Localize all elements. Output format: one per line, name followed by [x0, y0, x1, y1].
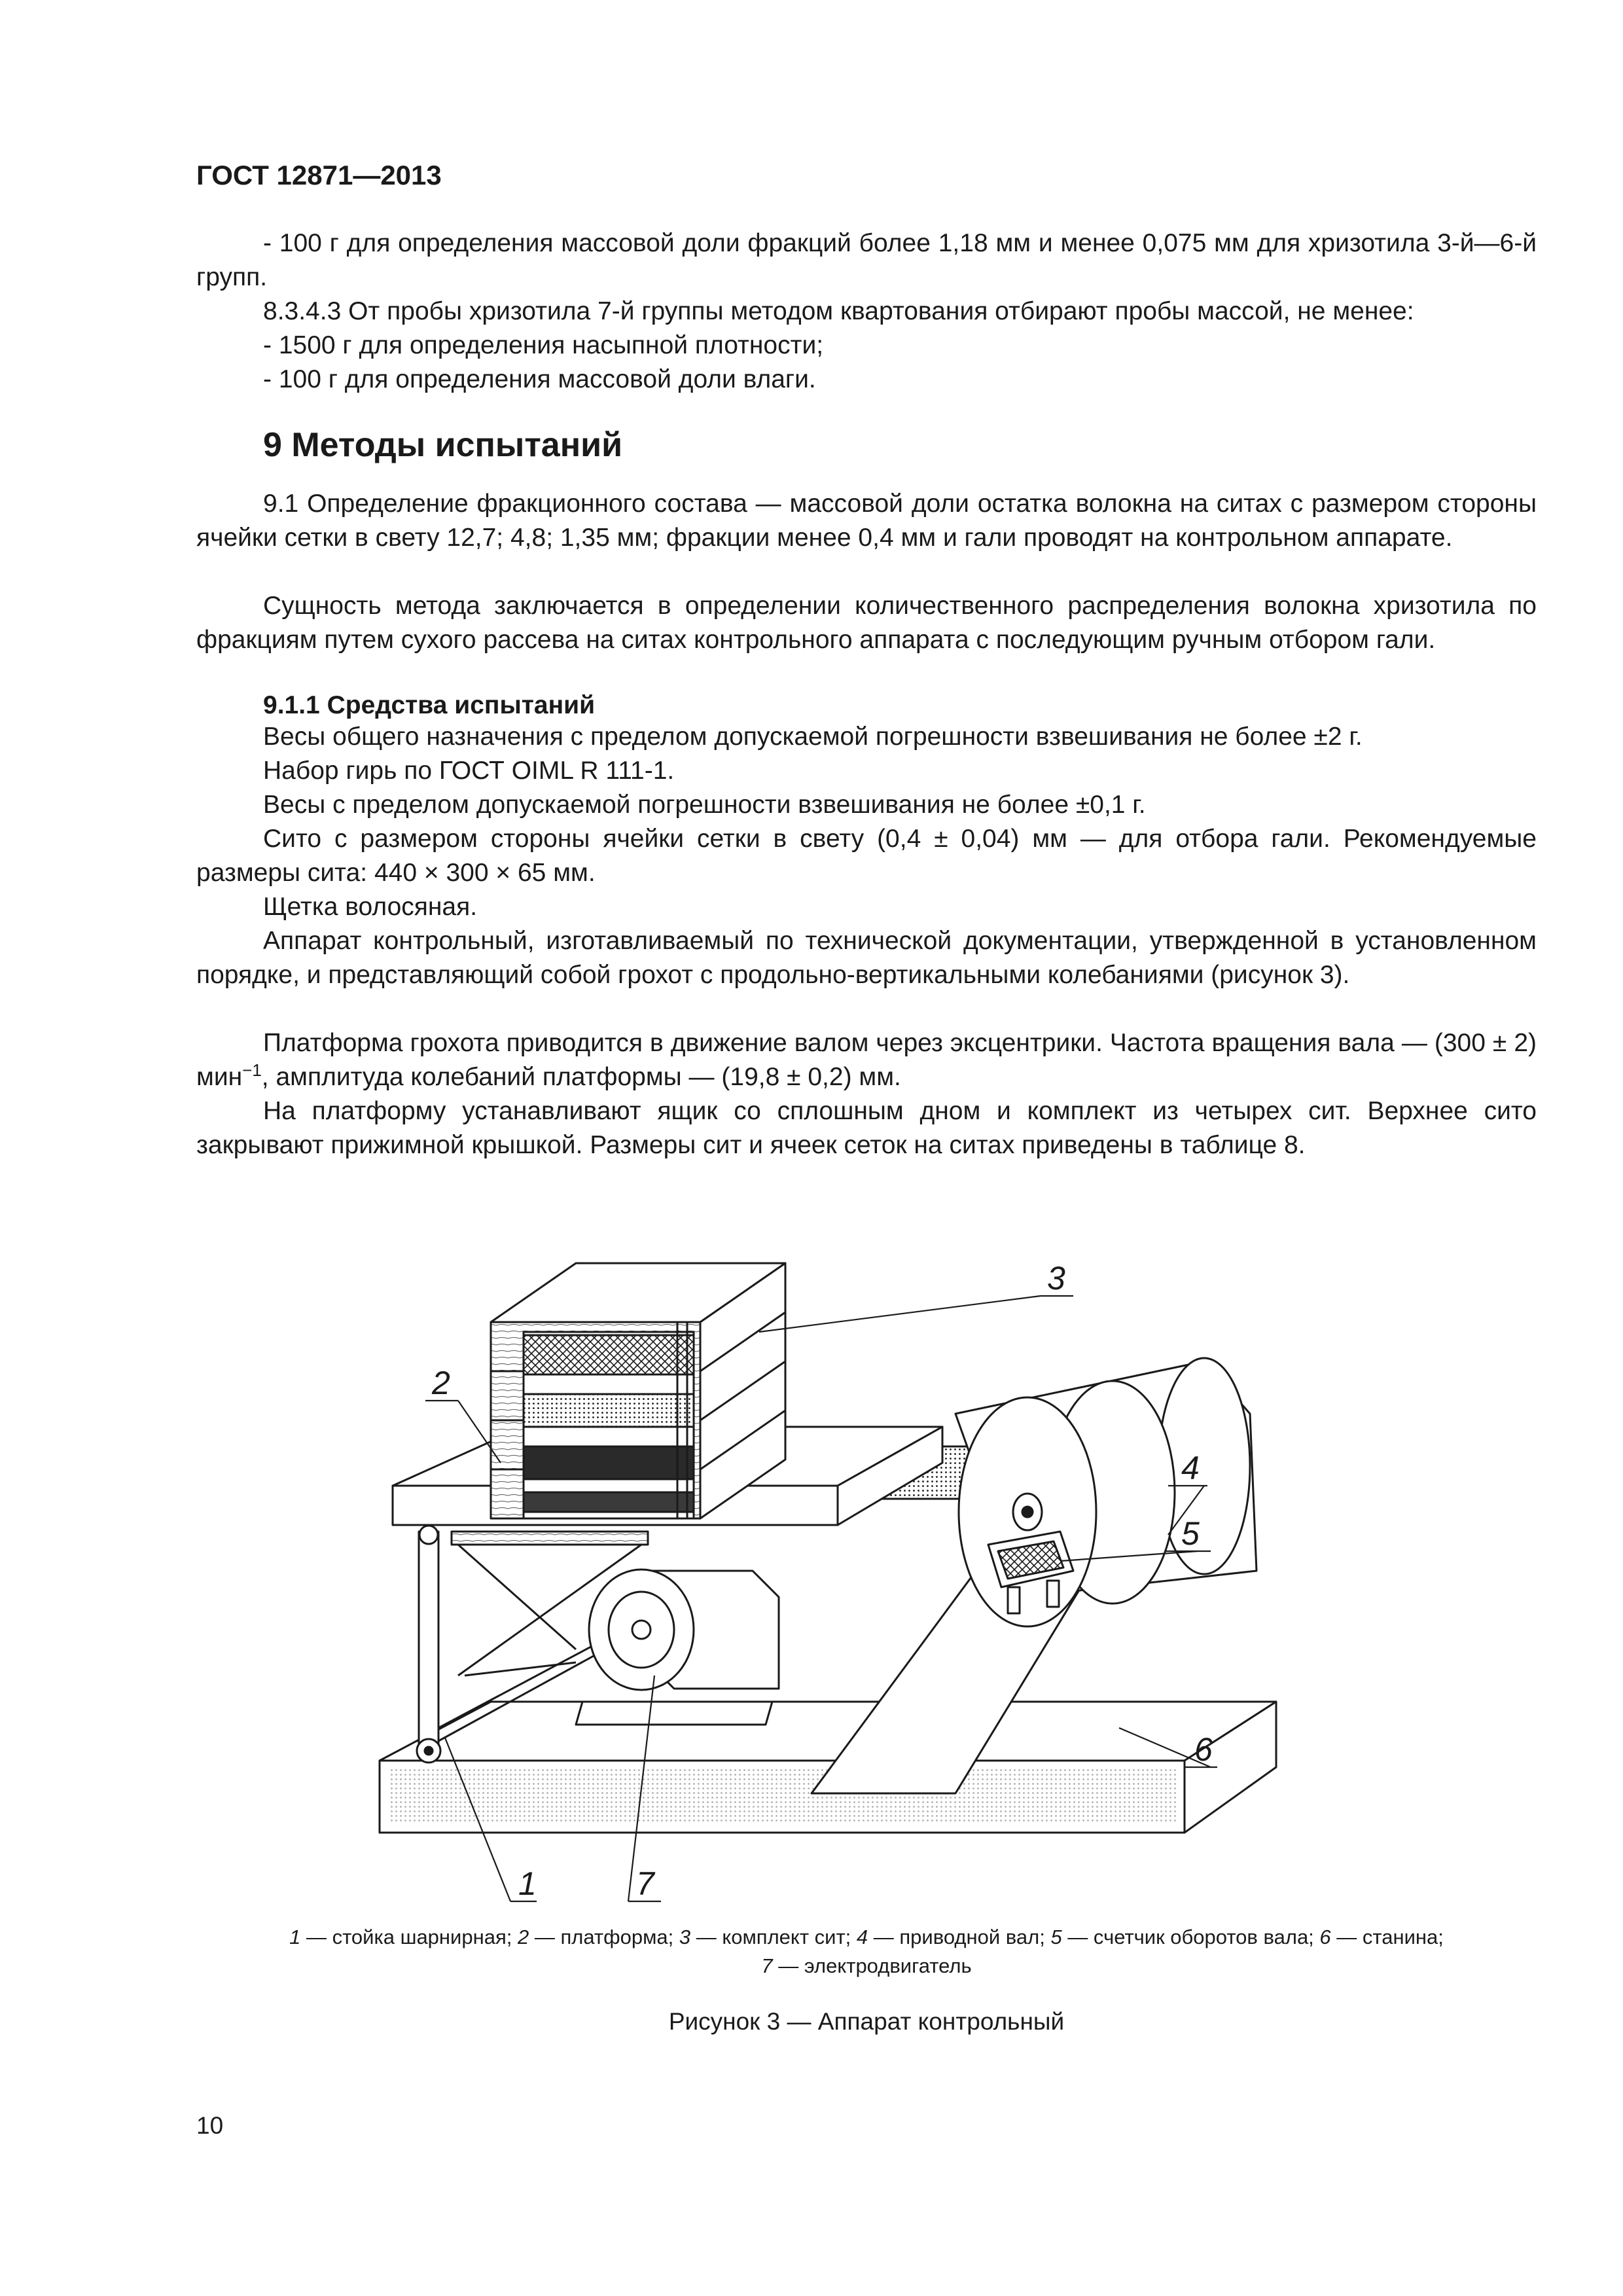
page-number: 10 [196, 2112, 224, 2139]
paragraph-moisture: - 100 г для определения массовой доли влаги. [263, 365, 816, 393]
platform-text-end: , амплитуда колебаний платформы — (19,8 ± 0,2) мм. [261, 1063, 901, 1091]
paragraph-mass-fraction: - 100 г для определения массовой доли фракций более 1,18 мм и менее 0,075 мм для хризотила 3-й—6-й групп. [196, 229, 1537, 291]
paragraph-brush: Щетка волосяная. [263, 893, 478, 921]
legend-num-3: 3 [679, 1926, 691, 1948]
document-header: ГОСТ 12871—2013 [196, 160, 442, 190]
paragraph-method-essence: Сущность метода заключается в определении количественного распределения волокна хризотила по фракциям путем сухого рассева на ситах контрольного аппарата с последующим ручным отбором гали. [196, 592, 1537, 654]
paragraph-apparatus: Аппарат контрольный, изготавливаемый по технической документации, утвержденной в установленном порядке, и представляющий собой грохот с продольно-вертикальными колебаниями (рисунок 3). [196, 927, 1537, 989]
section-heading: 9 Методы испытаний [263, 426, 623, 464]
figure-title: Рисунок 3 — Аппарат контрольный [668, 2008, 1065, 2035]
legend-num-7: 7 [761, 1954, 773, 1977]
callout-7: 7 [636, 1865, 654, 1902]
legend-text-3: — комплект сит; [690, 1926, 857, 1948]
base-frame [380, 1702, 1276, 1833]
paragraph-weights: Набор гирь по ГОСТ OIML R 111-1. [263, 757, 675, 785]
electric-motor [576, 1570, 779, 1725]
legend-num-5: 5 [1050, 1926, 1062, 1948]
legend-text-4: — приводной вал; [868, 1926, 1051, 1948]
legend-num-4: 4 [856, 1926, 868, 1948]
legend-text-2: — платформа; [529, 1926, 679, 1948]
unit-superscript: −1 [242, 1060, 262, 1080]
callout-1: 1 [518, 1865, 537, 1902]
paragraph-8-3-4-3: 8.3.4.3 От пробы хризотила 7-й группы методом квартования отбирают пробы массой, не менее: [263, 297, 1414, 325]
paragraph-scales-precise: Весы с пределом допускаемой погрешности взвешивания не более ±0,1 г. [263, 791, 1146, 819]
paragraph-9-1: 9.1 Определение фракционного состава — массовой доли остатка волокна на ситах с размером стороны ячейки сетки в свету 12,7; 4,8; 1,35 мм; фракции менее 0,4 мм и гали проводят на контрольном аппарате. [196, 490, 1537, 552]
legend-num-6: 6 [1319, 1926, 1331, 1948]
legend-num-1: 1 [289, 1926, 301, 1948]
callout-3: 3 [1047, 1260, 1065, 1297]
subheading-9-1-1: 9.1.1 Средства испытаний [263, 691, 596, 719]
paragraph-scales-general: Весы общего назначения с пределом допускаемой погрешности взвешивания не более ±2 г. [263, 723, 1363, 751]
legend-text-7: — электродвигатель [772, 1954, 972, 1977]
paragraph-bulk-density: - 1500 г для определения насыпной плотности; [263, 331, 824, 359]
legend-text-6: — станина; [1330, 1926, 1444, 1948]
callout-2: 2 [432, 1365, 450, 1401]
apparatus-drawing [366, 1204, 1322, 1911]
callout-4: 4 [1181, 1450, 1200, 1486]
paragraph-sieve: Сито с размером стороны ячейки сетки в свету (0,4 ± 0,04) мм — для отбора гали. Рекомендуемые размеры сита: 440 × 300 × 65 мм. [196, 825, 1537, 887]
figure-legend [196, 1923, 1537, 1981]
paragraph-box-and-sieves: На платформу устанавливают ящик со сплошным дном и комплект из четырех сит. Верхнее сито закрывают прижимной крышкой. Размеры сит и ячеек сеток на ситах приведены в таблице 8. [196, 1097, 1537, 1159]
legend-text-5: — счетчик оборотов вала; [1061, 1926, 1320, 1948]
callout-6: 6 [1194, 1731, 1213, 1768]
paragraph-platform [196, 1026, 1537, 1094]
legend-num-2: 2 [517, 1926, 529, 1948]
platform-text-start: Платформа грохота приводится в движение валом через эксцентрики. Частота вращения вала — (300 ± 2) мин [196, 1029, 1537, 1091]
legend-text-1: — стойка шарнирная; [300, 1926, 518, 1948]
sieve-stack [491, 1263, 785, 1518]
callout-5: 5 [1181, 1515, 1200, 1552]
